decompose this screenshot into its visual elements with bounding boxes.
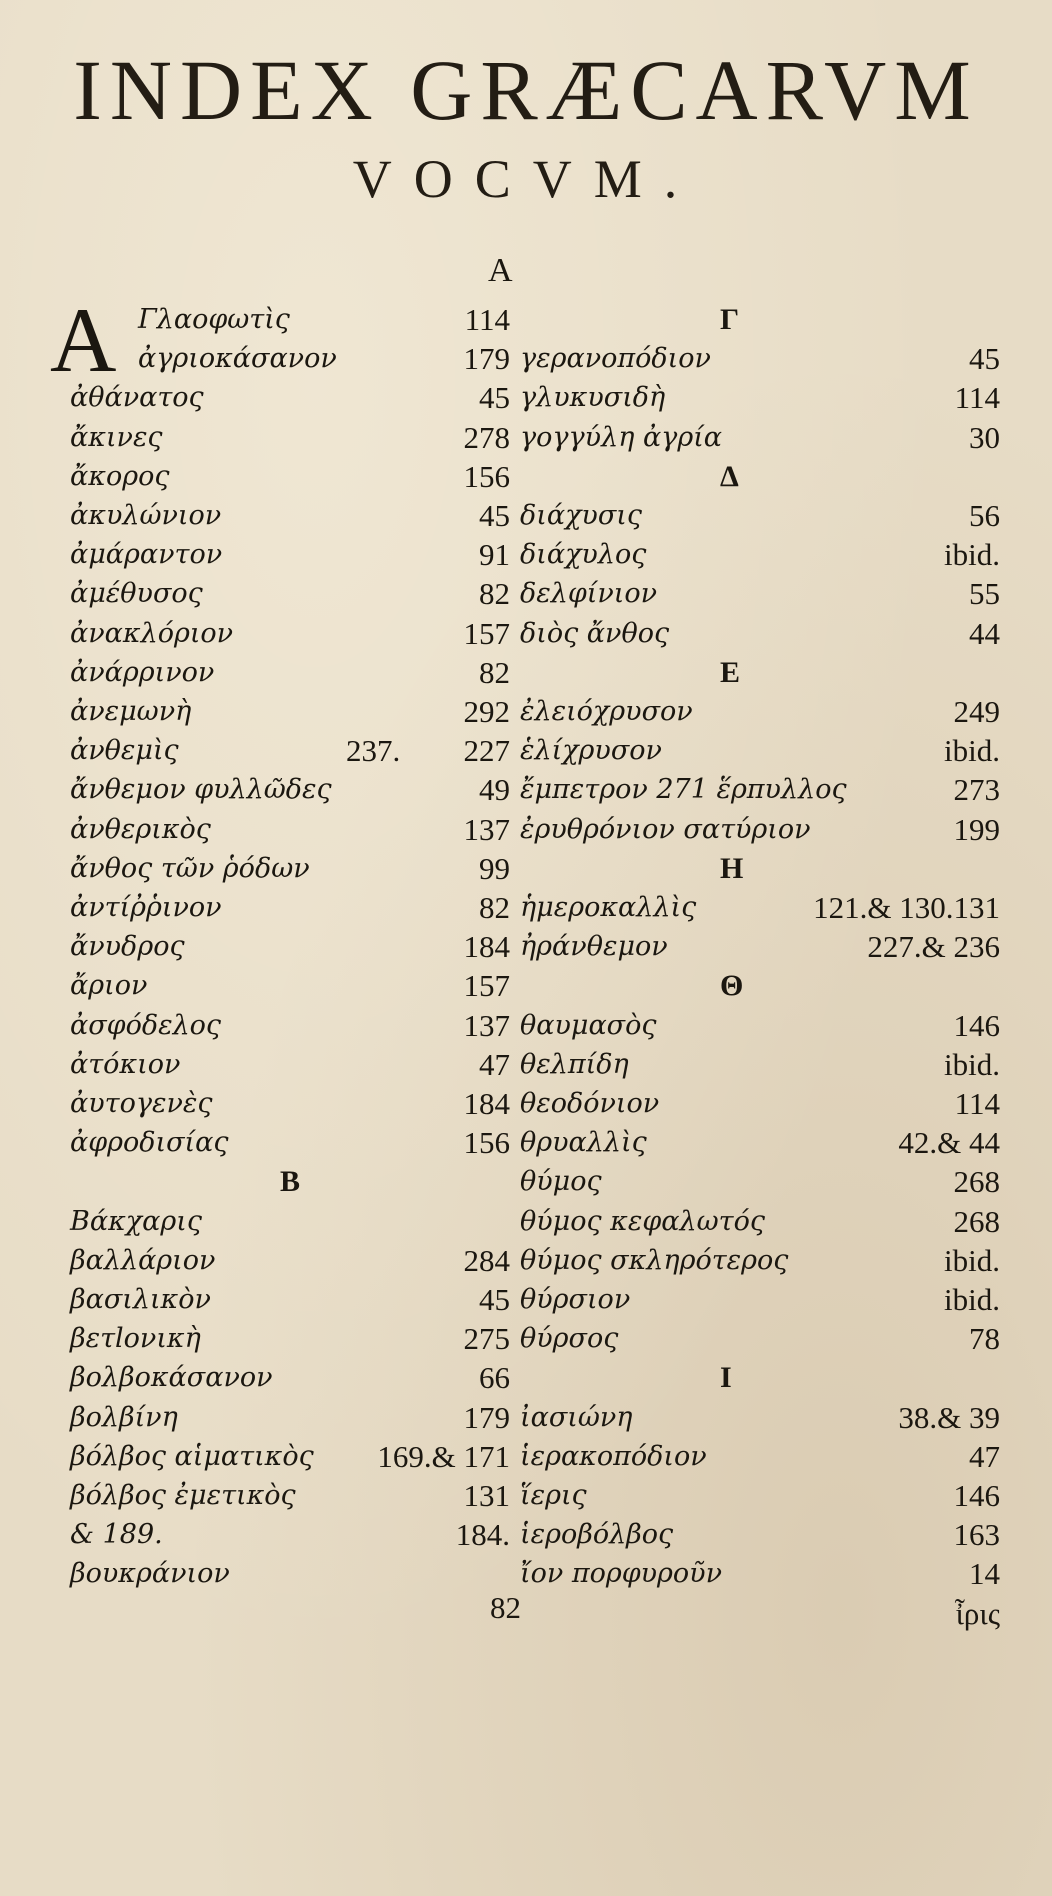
page-reference: 184. (455, 1517, 510, 1553)
page-reference: 137 (463, 1007, 510, 1043)
index-term: ἄνθος τῶν ῥόδων (70, 852, 310, 884)
index-term: γογγύλη ἀγρία (520, 421, 723, 453)
page-reference: 14 (969, 1556, 1000, 1592)
page-reference: 47 (479, 1046, 510, 1082)
index-term: ἄνθεμον φυλλῶδες (70, 774, 332, 806)
page-reference: 268 (953, 1203, 1000, 1239)
index-term: ἀγριοκάσανον (138, 343, 337, 375)
right-index-entry (520, 1280, 1020, 1319)
index-term: ἀμάραντον (70, 539, 223, 571)
left-index-entry (0, 1554, 520, 1593)
index-term: βετlονικὴ (70, 1323, 201, 1355)
right-section-row (520, 1358, 1020, 1397)
index-term: Γλαοφωτὶς (138, 304, 290, 335)
index-term: ἄκορος (70, 460, 170, 492)
index-term: ἡμεροκαλλὶς (520, 892, 697, 923)
right-index-entry (520, 770, 1020, 809)
index-term: & 189. (70, 1519, 163, 1551)
right-index-entry (520, 1162, 1020, 1201)
page-reference: 157 (463, 615, 510, 651)
page-reference: 30 (969, 419, 1000, 455)
left-index-entry (0, 1398, 520, 1437)
left-index-entry (0, 378, 520, 417)
page-reference: 45 (479, 498, 510, 533)
page-reference: ibid. (944, 1046, 1000, 1082)
index-term: θεοδόνιον (520, 1088, 660, 1119)
left-index-entry (0, 418, 520, 457)
page-reference: 82 (479, 890, 510, 925)
left-index-entry (0, 1476, 520, 1515)
right-index-entry (520, 1202, 1020, 1241)
right-section-row (520, 966, 1020, 1005)
left-index-entry (0, 496, 520, 535)
index-term: ἠράνθεμον (520, 931, 668, 963)
section-letter: B (280, 1165, 301, 1199)
drop-cap: Α (50, 289, 117, 391)
index-term: ἔμπετρον 271 ἕρπυλλος (520, 774, 847, 806)
index-term: βολβοκάσανον (70, 1362, 273, 1394)
page-reference: ibid. (944, 1242, 1000, 1278)
page-reference: 45 (479, 380, 510, 416)
left-index-entry (0, 692, 520, 731)
page-reference: 179 (463, 341, 510, 377)
index-term: ἀνθερικὸς (70, 813, 211, 845)
section-letter-a: A (488, 252, 513, 289)
right-index-entry (520, 1554, 1020, 1593)
index-term: βόλβος ἐμετικὸς (70, 1480, 296, 1511)
index-term: ἀνακλόριον (70, 617, 234, 649)
right-index-entry (520, 1006, 1020, 1045)
right-section-row (520, 300, 1020, 339)
index-term: θαυμασὸς (520, 1009, 657, 1041)
index-term: ἐλειόχρυσον (520, 696, 693, 727)
index-term: βόλβος αἱματικὸς (70, 1440, 314, 1472)
right-index-entry (520, 378, 1020, 417)
index-term: ἀμέθυσος (70, 578, 203, 610)
page-reference: 44 (969, 615, 1000, 651)
right-index-entry (520, 574, 1020, 613)
page-reference: 284 (463, 1242, 510, 1278)
index-term: ἀθάνατος (70, 382, 204, 414)
right-section-row (520, 849, 1020, 888)
index-term: βουκράνιον (70, 1558, 230, 1590)
right-index-entry (520, 614, 1020, 653)
page-subtitle: VOCVM. (352, 149, 700, 209)
left-index-entry (0, 849, 520, 888)
page-reference: 121.& 130.131 (813, 890, 1000, 925)
index-term: θύμος σκληρότερος (520, 1244, 789, 1276)
left-index-entry (0, 810, 520, 849)
left-index-entry (0, 1437, 520, 1476)
page-reference: 278 (463, 419, 510, 455)
index-term: ἀνεμωνὴ (70, 696, 192, 727)
page-reference: 184 (463, 929, 510, 965)
page-reference: ibid. (944, 733, 1000, 769)
page-reference: 292 (463, 694, 510, 729)
page-reference: 45 (969, 341, 1000, 377)
index-term: βασιλικὸν (70, 1284, 211, 1315)
left-index-entry (0, 1241, 520, 1280)
index-term: θύμος (520, 1166, 602, 1198)
page-reference: 114 (464, 302, 510, 337)
page-reference: 91 (479, 537, 510, 573)
page-reference: 146 (953, 1478, 1000, 1513)
right-index-entry (520, 1515, 1020, 1554)
page-reference: 137 (463, 811, 510, 847)
index-term: ἴον πορφυροῦν (520, 1558, 722, 1590)
index-term: ἐρυθρόνιον σατύριον (520, 813, 811, 845)
index-term: διάχυσις (520, 500, 642, 531)
index-term: γλυκυσιδὴ (520, 382, 666, 414)
margin-note: 237. (346, 733, 401, 768)
left-index-entry (0, 574, 520, 613)
section-letter: I (720, 1361, 732, 1395)
page-reference: 42.& 44 (898, 1125, 1000, 1161)
right-column (520, 300, 1020, 1720)
left-index-entry (0, 1123, 520, 1162)
index-term: ἀντίῤῥινον (70, 892, 222, 923)
index-term: θελπίδη (520, 1048, 629, 1080)
index-term: ἄκινες (70, 421, 163, 453)
page-reference: 82 (479, 654, 510, 690)
right-index-entry (520, 339, 1020, 378)
page-reference: 179 (463, 1399, 510, 1435)
page-reference: 275 (463, 1321, 510, 1357)
page-reference: 156 (463, 458, 510, 494)
page-reference: 45 (479, 1282, 510, 1317)
page-title: INDEX GRÆCARVM (73, 42, 979, 138)
right-index-entry (520, 888, 1020, 927)
page-reference: 157 (463, 968, 510, 1004)
section-letter: Γ (720, 303, 740, 336)
index-term: βαλλάριον (70, 1244, 216, 1276)
left-index-entry (0, 966, 520, 1005)
left-index-entry (0, 888, 520, 927)
index-term: ἱερακοπόδιον (520, 1440, 707, 1472)
page-reference: 66 (479, 1360, 510, 1396)
left-index-entry (0, 653, 520, 692)
right-index-entry (520, 810, 1020, 849)
right-index-entry (520, 731, 1020, 770)
page-reference: 56 (969, 498, 1000, 533)
index-term: ἱεροβόλβος (520, 1519, 674, 1551)
right-index-entry (520, 1123, 1020, 1162)
page-reference: ibid. (944, 1282, 1000, 1317)
page-reference: 227.& 236 (867, 929, 1000, 965)
page-reference: 131 (463, 1478, 510, 1513)
section-letter: H (720, 851, 744, 885)
index-term: ἄριον (70, 970, 148, 1002)
left-index-entry (0, 1045, 520, 1084)
page-reference: ibid. (944, 537, 1000, 573)
index-term: διὸς ἄνθος (520, 617, 670, 649)
section-letter: Θ (720, 969, 744, 1003)
page-reference: 55 (969, 576, 1000, 612)
left-index-entry (0, 770, 520, 809)
bottom-page-reference: 82 (490, 1589, 521, 1625)
left-index-entry (0, 614, 520, 653)
page-reference: 78 (969, 1321, 1000, 1357)
index-term: ἀφροδισίας (70, 1127, 229, 1159)
page-reference: 169.& 171 (377, 1438, 510, 1474)
right-index-entry (520, 496, 1020, 535)
left-index-entry (0, 1084, 520, 1123)
right-index-entry (520, 927, 1020, 966)
page-reference: ἶρις (955, 1595, 1000, 1631)
index-term: ἄνυδρος (70, 931, 185, 963)
index-term: ἀνάρρινον (70, 656, 215, 688)
right-index-entry (520, 1437, 1020, 1476)
page-reference: 156 (463, 1125, 510, 1161)
page-reference: 268 (953, 1164, 1000, 1200)
left-index-entry (0, 535, 520, 574)
index-term: διάχυλος (520, 539, 647, 571)
left-index-entry (0, 1202, 520, 1241)
index-term: ἵερις (520, 1480, 587, 1511)
left-index-entry (0, 927, 520, 966)
index-term: θύρσος (520, 1323, 619, 1355)
left-index-entry (0, 1319, 520, 1358)
section-letter: E (720, 655, 741, 689)
right-section-row (520, 457, 1020, 496)
left-column (0, 289, 521, 1720)
index-term: ἀυτογενὲς (70, 1088, 213, 1119)
index-term: ἀνθεμὶς (70, 735, 179, 767)
index-term: ἰασιώνη (520, 1401, 633, 1433)
right-index-entry (520, 1319, 1020, 1358)
left-index-entry (0, 339, 520, 378)
page-reference: 38.& 39 (898, 1399, 1000, 1435)
right-index-entry (520, 692, 1020, 731)
left-index-entry (0, 300, 520, 339)
section-letter: Δ (720, 459, 739, 493)
right-index-entry (520, 1241, 1020, 1280)
index-term: δελφίνιον (520, 578, 658, 610)
page-reference: 114 (954, 1086, 1000, 1121)
left-index-entry (0, 1358, 520, 1397)
index-term: ἀκυλώνιον (70, 500, 222, 531)
page-reference: 82 (479, 576, 510, 612)
page-reference: 99 (479, 850, 510, 886)
left-index-entry (0, 731, 520, 770)
right-index-entry (520, 535, 1020, 574)
right-index-entry (520, 1476, 1020, 1515)
index-term: θύρσιον (520, 1284, 631, 1315)
index-term: θρυαλλὶς (520, 1127, 647, 1159)
page-reference: 47 (969, 1438, 1000, 1474)
index-term: βολβίνη (70, 1401, 178, 1433)
page-reference: 249 (953, 694, 1000, 729)
right-index-entry (520, 1084, 1020, 1123)
index-term: ἀτόκιον (70, 1048, 181, 1080)
page-reference: 227 (463, 733, 510, 769)
left-index-entry (0, 1280, 520, 1319)
page-reference: 114 (954, 380, 1000, 416)
right-index-entry (520, 418, 1020, 457)
right-section-row (520, 653, 1020, 692)
page-reference: 49 (479, 772, 510, 808)
index-term: θύμος κεφαλωτός (520, 1205, 765, 1237)
right-index-entry (520, 1398, 1020, 1437)
index-term: γερανοπόδιον (520, 343, 711, 375)
index-term: ἑλίχρυσον (520, 735, 662, 767)
index-term: ἀσφόδελος (70, 1009, 222, 1041)
right-index-entry (520, 1045, 1020, 1084)
page-reference: 199 (953, 811, 1000, 847)
left-index-entry (0, 457, 520, 496)
page-reference: 146 (953, 1007, 1000, 1043)
left-index-entry (0, 1006, 520, 1045)
right-index-entry (520, 1594, 1020, 1633)
left-section-row (0, 1162, 520, 1201)
page-reference: 184 (463, 1086, 510, 1121)
page-reference: 163 (953, 1517, 1000, 1553)
page-reference: 273 (953, 772, 1000, 808)
left-index-entry (0, 1515, 520, 1554)
index-term: Βάκχαρις (70, 1205, 202, 1237)
